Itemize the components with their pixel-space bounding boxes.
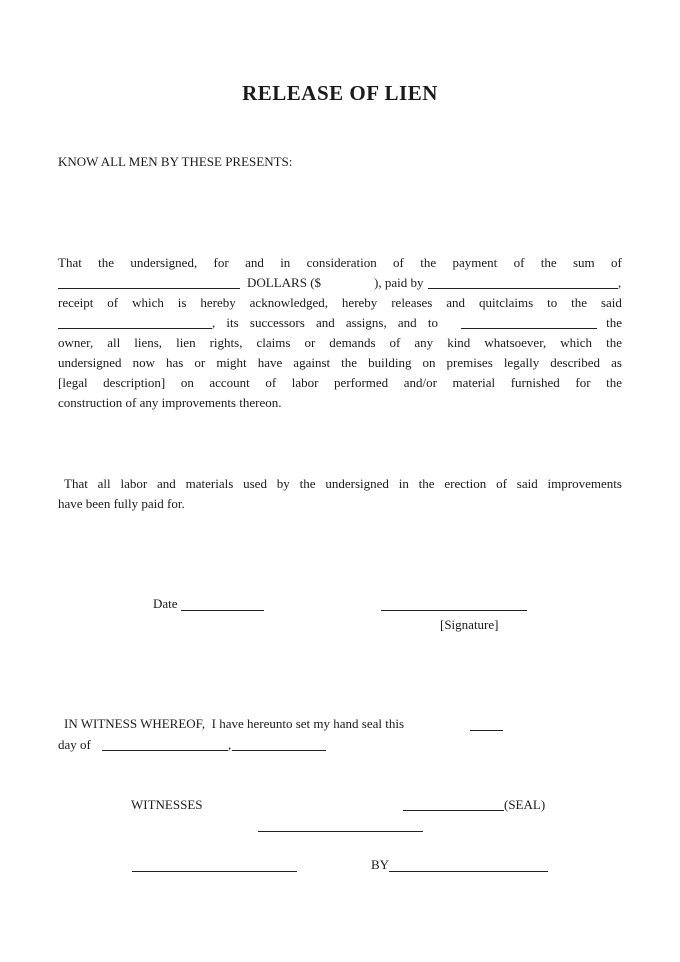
word: for: [213, 255, 229, 270]
word: lien: [176, 335, 196, 350]
word: which: [560, 335, 593, 350]
word: to: [427, 315, 438, 330]
intro-line: KNOW ALL MEN BY THESE PRESENTS:: [58, 154, 293, 169]
paid-by-blank[interactable]: [428, 288, 618, 289]
word: premises: [446, 355, 493, 370]
word: account: [209, 375, 250, 390]
by-label: BY: [371, 857, 390, 872]
word: [legal: [58, 375, 88, 390]
word: all: [107, 335, 121, 350]
p2-line2: have been fully paid for.: [58, 496, 185, 511]
signature-label: [Signature]: [440, 617, 499, 632]
word: sum: [573, 255, 595, 270]
witness-2-blank[interactable]: [132, 871, 297, 872]
word: owner,: [58, 335, 94, 350]
word: its: [226, 315, 239, 330]
word: of: [389, 335, 401, 350]
year-blank[interactable]: [232, 750, 326, 751]
word: in: [280, 255, 291, 270]
p1-line7: [58, 373, 622, 393]
word: labor: [291, 375, 319, 390]
word: materials: [185, 476, 234, 491]
word: any: [414, 335, 434, 350]
word: used: [243, 476, 267, 491]
word: of: [496, 476, 507, 491]
word: on: [180, 375, 194, 390]
word: and: [397, 315, 417, 330]
word: might: [216, 355, 247, 370]
word: and: [315, 315, 335, 330]
word: That: [58, 255, 82, 270]
word: furnished: [510, 375, 560, 390]
dollars-label: DOLLARS ($: [247, 275, 322, 290]
word: all: [97, 476, 111, 491]
word: legally: [503, 355, 540, 370]
word: labor: [120, 476, 148, 491]
word: demands: [329, 335, 376, 350]
signature-blank[interactable]: [381, 610, 527, 611]
word: the: [606, 335, 622, 350]
paid-by-label: ), paid by: [374, 275, 424, 290]
word: kind: [447, 335, 471, 350]
word: undersigned,: [130, 255, 198, 270]
word: acknowledged,: [249, 295, 328, 310]
word: on: [422, 355, 436, 370]
word: the: [420, 255, 437, 270]
day-of-label: day of: [58, 737, 91, 752]
p1-line5: [58, 333, 622, 353]
word: as: [611, 355, 622, 370]
word: described: [550, 355, 601, 370]
word: have: [257, 355, 283, 370]
word: ,: [212, 315, 216, 330]
day-number-blank[interactable]: [470, 730, 503, 731]
owner-blank[interactable]: [461, 328, 597, 329]
p1-line4-middle: [212, 313, 438, 333]
word: hereby: [341, 295, 378, 310]
word: liens,: [134, 335, 163, 350]
word: the: [299, 476, 316, 491]
p1-line2-comma: ,: [618, 275, 622, 290]
word: of: [611, 255, 622, 270]
word: successors: [249, 315, 305, 330]
p1-line3: [58, 293, 622, 313]
word: the: [606, 375, 622, 390]
witnesses-label: WITNESSES: [131, 797, 203, 812]
word: and/or: [403, 375, 437, 390]
word: undersigned: [325, 476, 389, 491]
p2-line1: [64, 474, 622, 494]
word: is: [177, 295, 187, 310]
word: the: [98, 255, 115, 270]
word: whatsoever,: [484, 335, 547, 350]
word: undersigned: [58, 355, 122, 370]
document-title: RELEASE OF LIEN: [242, 81, 438, 105]
word: has: [166, 355, 184, 370]
word: the: [418, 476, 435, 491]
word: of: [513, 255, 525, 270]
p1-line6: [58, 353, 622, 373]
word: of: [265, 375, 277, 390]
word: material: [452, 375, 496, 390]
word: for: [575, 375, 591, 390]
word: quitclaims: [478, 295, 534, 310]
word: of: [393, 255, 404, 270]
word: by: [276, 476, 290, 491]
word: and: [245, 255, 264, 270]
word: performed: [334, 375, 389, 390]
word: said: [600, 295, 622, 310]
word: which: [132, 295, 164, 310]
word: assigns,: [345, 315, 387, 330]
word: now: [132, 355, 155, 370]
word: and: [157, 476, 176, 491]
word: releases: [391, 295, 433, 310]
word: improvements: [547, 476, 622, 491]
word: the: [341, 355, 358, 370]
word: in: [398, 476, 409, 491]
word: the: [571, 295, 588, 310]
day-of-comma: ,: [228, 737, 232, 752]
p1-line4-end: the: [606, 315, 622, 330]
p1-line4: [58, 313, 622, 333]
word: or: [304, 335, 316, 350]
seal-signature-blank[interactable]: [403, 810, 504, 811]
word: claims: [256, 335, 291, 350]
word: rights,: [209, 335, 243, 350]
by-signature-blank[interactable]: [389, 871, 548, 872]
word: receipt: [58, 295, 94, 310]
p1-line1: [58, 253, 622, 273]
word: against: [293, 355, 331, 370]
date-blank[interactable]: [181, 610, 264, 611]
word: That: [64, 476, 88, 491]
witness-1-blank[interactable]: [258, 831, 423, 832]
word: payment: [452, 255, 498, 270]
month-blank[interactable]: [102, 750, 228, 751]
seal-label: (SEAL): [504, 797, 546, 812]
word: to: [547, 295, 558, 310]
word: or: [194, 355, 206, 370]
date-label: Date: [153, 596, 178, 611]
witness-clause-line1: IN WITNESS WHEREOF, I have hereunto set my hand seal this: [64, 716, 405, 731]
word: consideration: [306, 255, 377, 270]
word: building: [368, 355, 412, 370]
word: of: [107, 295, 119, 310]
word: and: [446, 295, 466, 310]
word: hereby: [200, 295, 236, 310]
p1-line8: construction of any improvements thereon.: [58, 395, 282, 410]
word: erection: [444, 476, 487, 491]
sum-words-blank[interactable]: [58, 288, 240, 289]
releasee-blank[interactable]: [58, 328, 212, 329]
word: said: [516, 476, 538, 491]
word: the: [540, 255, 557, 270]
p1-line2: [58, 273, 622, 293]
word: description]: [103, 375, 166, 390]
